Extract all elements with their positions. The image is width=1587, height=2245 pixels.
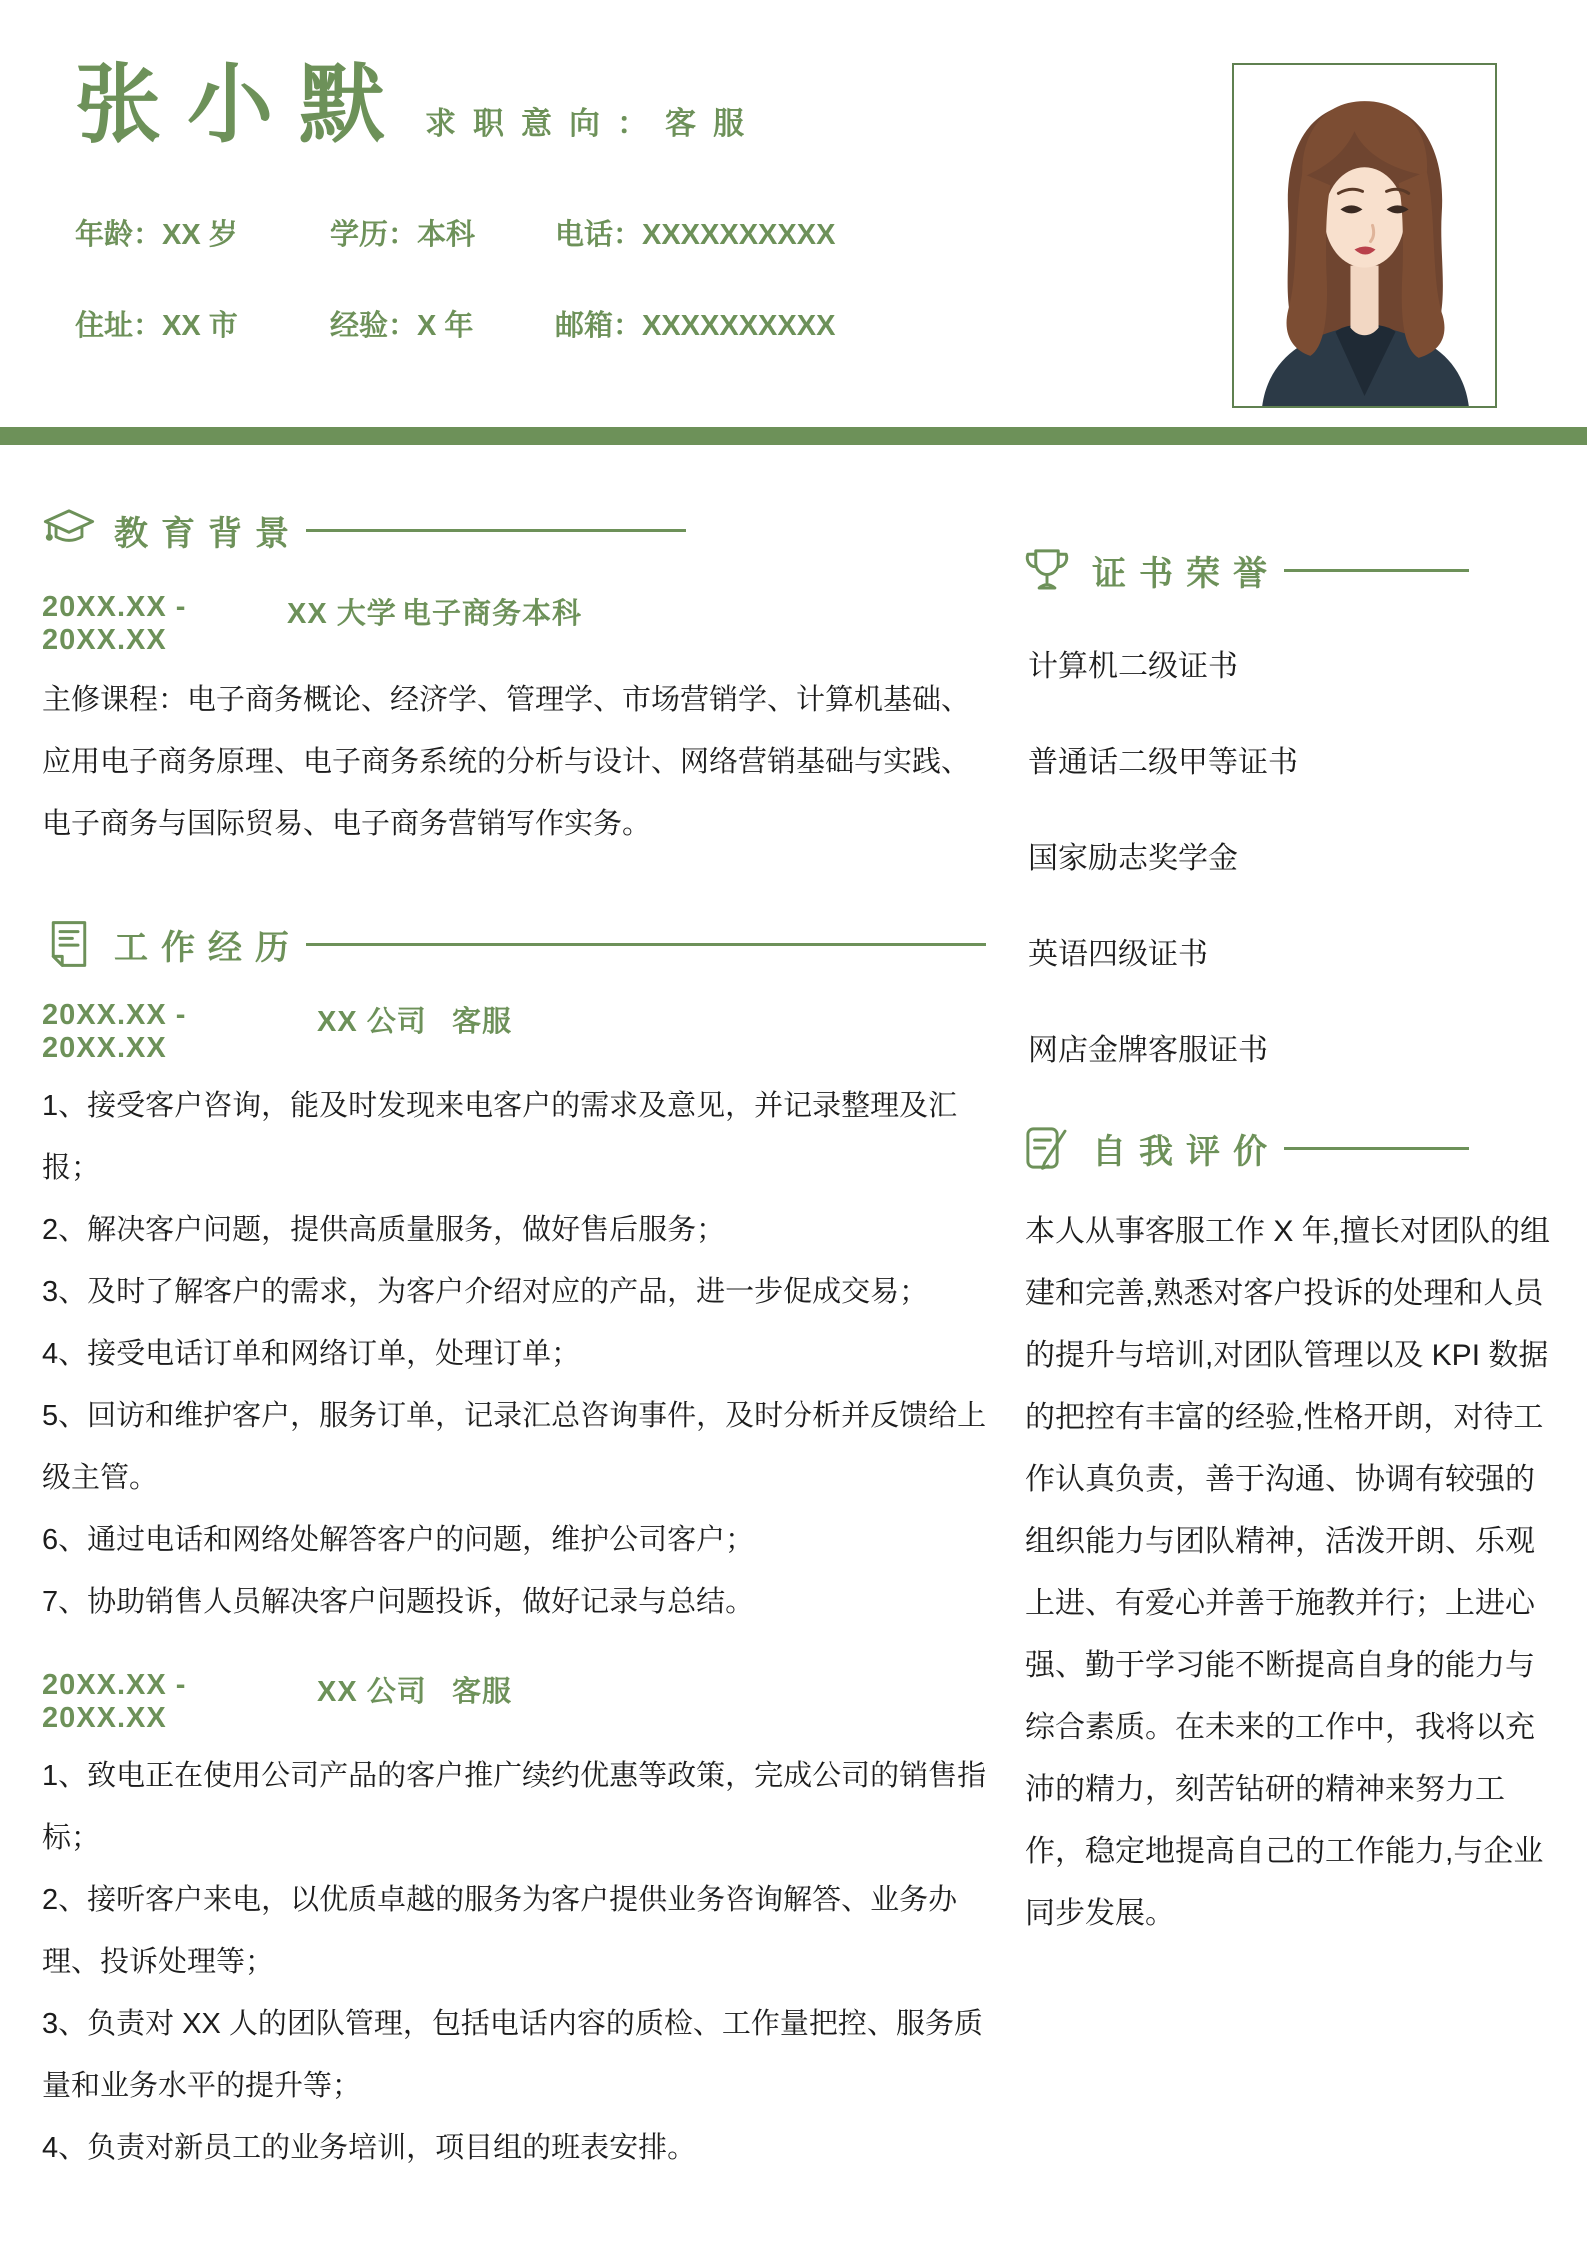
certificate-item: 普通话二级甲等证书 [1028,746,1298,779]
green-divider-bar [0,427,1587,445]
education-header-line [306,529,686,532]
job-duty: 4、负责对新员工的业务培训，项目组的班表安排。 [42,2132,697,2164]
trophy-icon [1020,543,1074,597]
certificates-header-line [1284,569,1469,572]
work-section-header [42,917,987,971]
evaluation-section-title: 自我评价 [1092,1132,1280,1171]
job-duty: 7、协助销售人员解决客户问题投诉，做好记录与总结。 [42,1586,755,1618]
job-company: XX 公司 [317,1676,427,1708]
certificates-section-title: 证书荣誉 [1092,554,1280,593]
education-section-title: 教育背景 [114,514,302,553]
graduation-cap-icon [42,503,96,557]
job-duty: 3、及时了解客户的需求，为客户介绍对应的产品，进一步促成交易； [42,1276,929,1308]
work-header-line [306,943,986,946]
document-icon [42,917,96,971]
education-school: XX 大学 [287,598,397,630]
education-section-header [42,503,987,557]
education-major: 电子商务 [402,598,523,630]
job-intention: 求职意向：客服 [425,106,761,141]
certificate-item: 英语四级证书 [1028,938,1208,971]
left-column [42,445,987,2179]
evaluation-header-line [1284,1147,1469,1150]
certificate-item: 国家励志奖学金 [1028,842,1238,875]
evaluation-section-header [1020,1121,1560,1175]
job-duty: 3、负责对 XX 人的团队管理，包括电话内容的质检、工作量把控、服务质量和业务水平的提升等； [42,2008,983,2102]
portrait-illustration [1234,65,1495,406]
note-pen-icon [1020,1121,1074,1175]
education-entry-row [42,591,987,657]
evaluation-text: 本人从事客服工作 X 年,擅长对团队的组建和完善,熟悉对客户投诉的处理和人员的提升与培训,对团队管理以及 KPI 数据的把控有丰富的经验,性格开朗，对待工作认真负责，善于沟通、协调有较强的组织能力与团队精神，活泼开朗、乐观上进、有爱心并善于施教并行；上进心强、勤于学习能不断提高自身的能力与综合素质。在未来的工作中，我将以充沛的精力，刻苦钻研的精神来努力工作，稳定地提高自己的工作能力,与企业同步发展。 [1025,1215,1551,1930]
job-company: XX 公司 [317,1006,427,1038]
job-position: 客服 [452,1676,513,1708]
certificate-item: 网店金牌客服证书 [1028,1034,1268,1067]
education-date: 20XX.XX - 20XX.XX [42,591,187,656]
info-age: 年龄：XX 岁 [75,219,238,251]
body-columns [0,445,1587,2179]
job-entry-row [42,999,987,1065]
education-courses: 主修课程：电子商务概论、经济学、管理学、市场营销学、计算机基础、应用电子商务原理、电子商务系统的分析与设计、网络营销基础与实践、电子商务与国际贸易、电子商务营销写作实务。 [42,684,971,840]
certificates-section-header [1020,543,1560,597]
job-duty: 1、接受客户咨询，能及时发现来电客户的需求及意见，并记录整理及汇报； [42,1090,958,1184]
job-position: 客服 [452,1006,513,1038]
certificates-list [1020,641,1560,1069]
info-experience: 经验：X 年 [330,310,474,342]
job-duty: 2、接听客户来电，以优质卓越的服务为客户提供业务咨询解答、业务办理、投诉处理等； [42,1884,958,1978]
info-phone: 电话：XXXXXXXXXX [555,219,836,251]
work-section-title: 工作经历 [114,928,302,967]
info-address: 住址：XX 市 [75,310,238,342]
certificate-item: 计算机二级证书 [1028,650,1238,683]
job-duty: 2、解决客户问题，提供高质量服务，做好售后服务； [42,1214,726,1246]
info-email: 邮箱：XXXXXXXXXX [555,310,836,342]
job-duty: 5、回访和维护客户，服务订单，记录汇总咨询事件，及时分析并反馈给上级主管。 [42,1400,987,1494]
job-date: 20XX.XX - 20XX.XX [42,999,187,1064]
info-degree: 学历：本科 [330,219,476,251]
right-column [1020,445,1560,2179]
profile-photo [1232,63,1497,408]
candidate-name: 张小默 [75,57,411,153]
job-duty: 4、接受电话订单和网络订单，处理订单； [42,1338,581,1370]
resume-header [0,0,1587,427]
job-duty: 1、致电正在使用公司产品的客户推广续约优惠等政策，完成公司的销售指标； [42,1760,987,1854]
personal-info-grid [75,212,875,344]
job-duty: 6、通过电话和网络处解答客户的问题，维护公司客户； [42,1524,755,1556]
job-date: 20XX.XX - 20XX.XX [42,1669,187,1734]
education-degree: 本科 [522,598,583,630]
job-entry-row [42,1669,987,1735]
